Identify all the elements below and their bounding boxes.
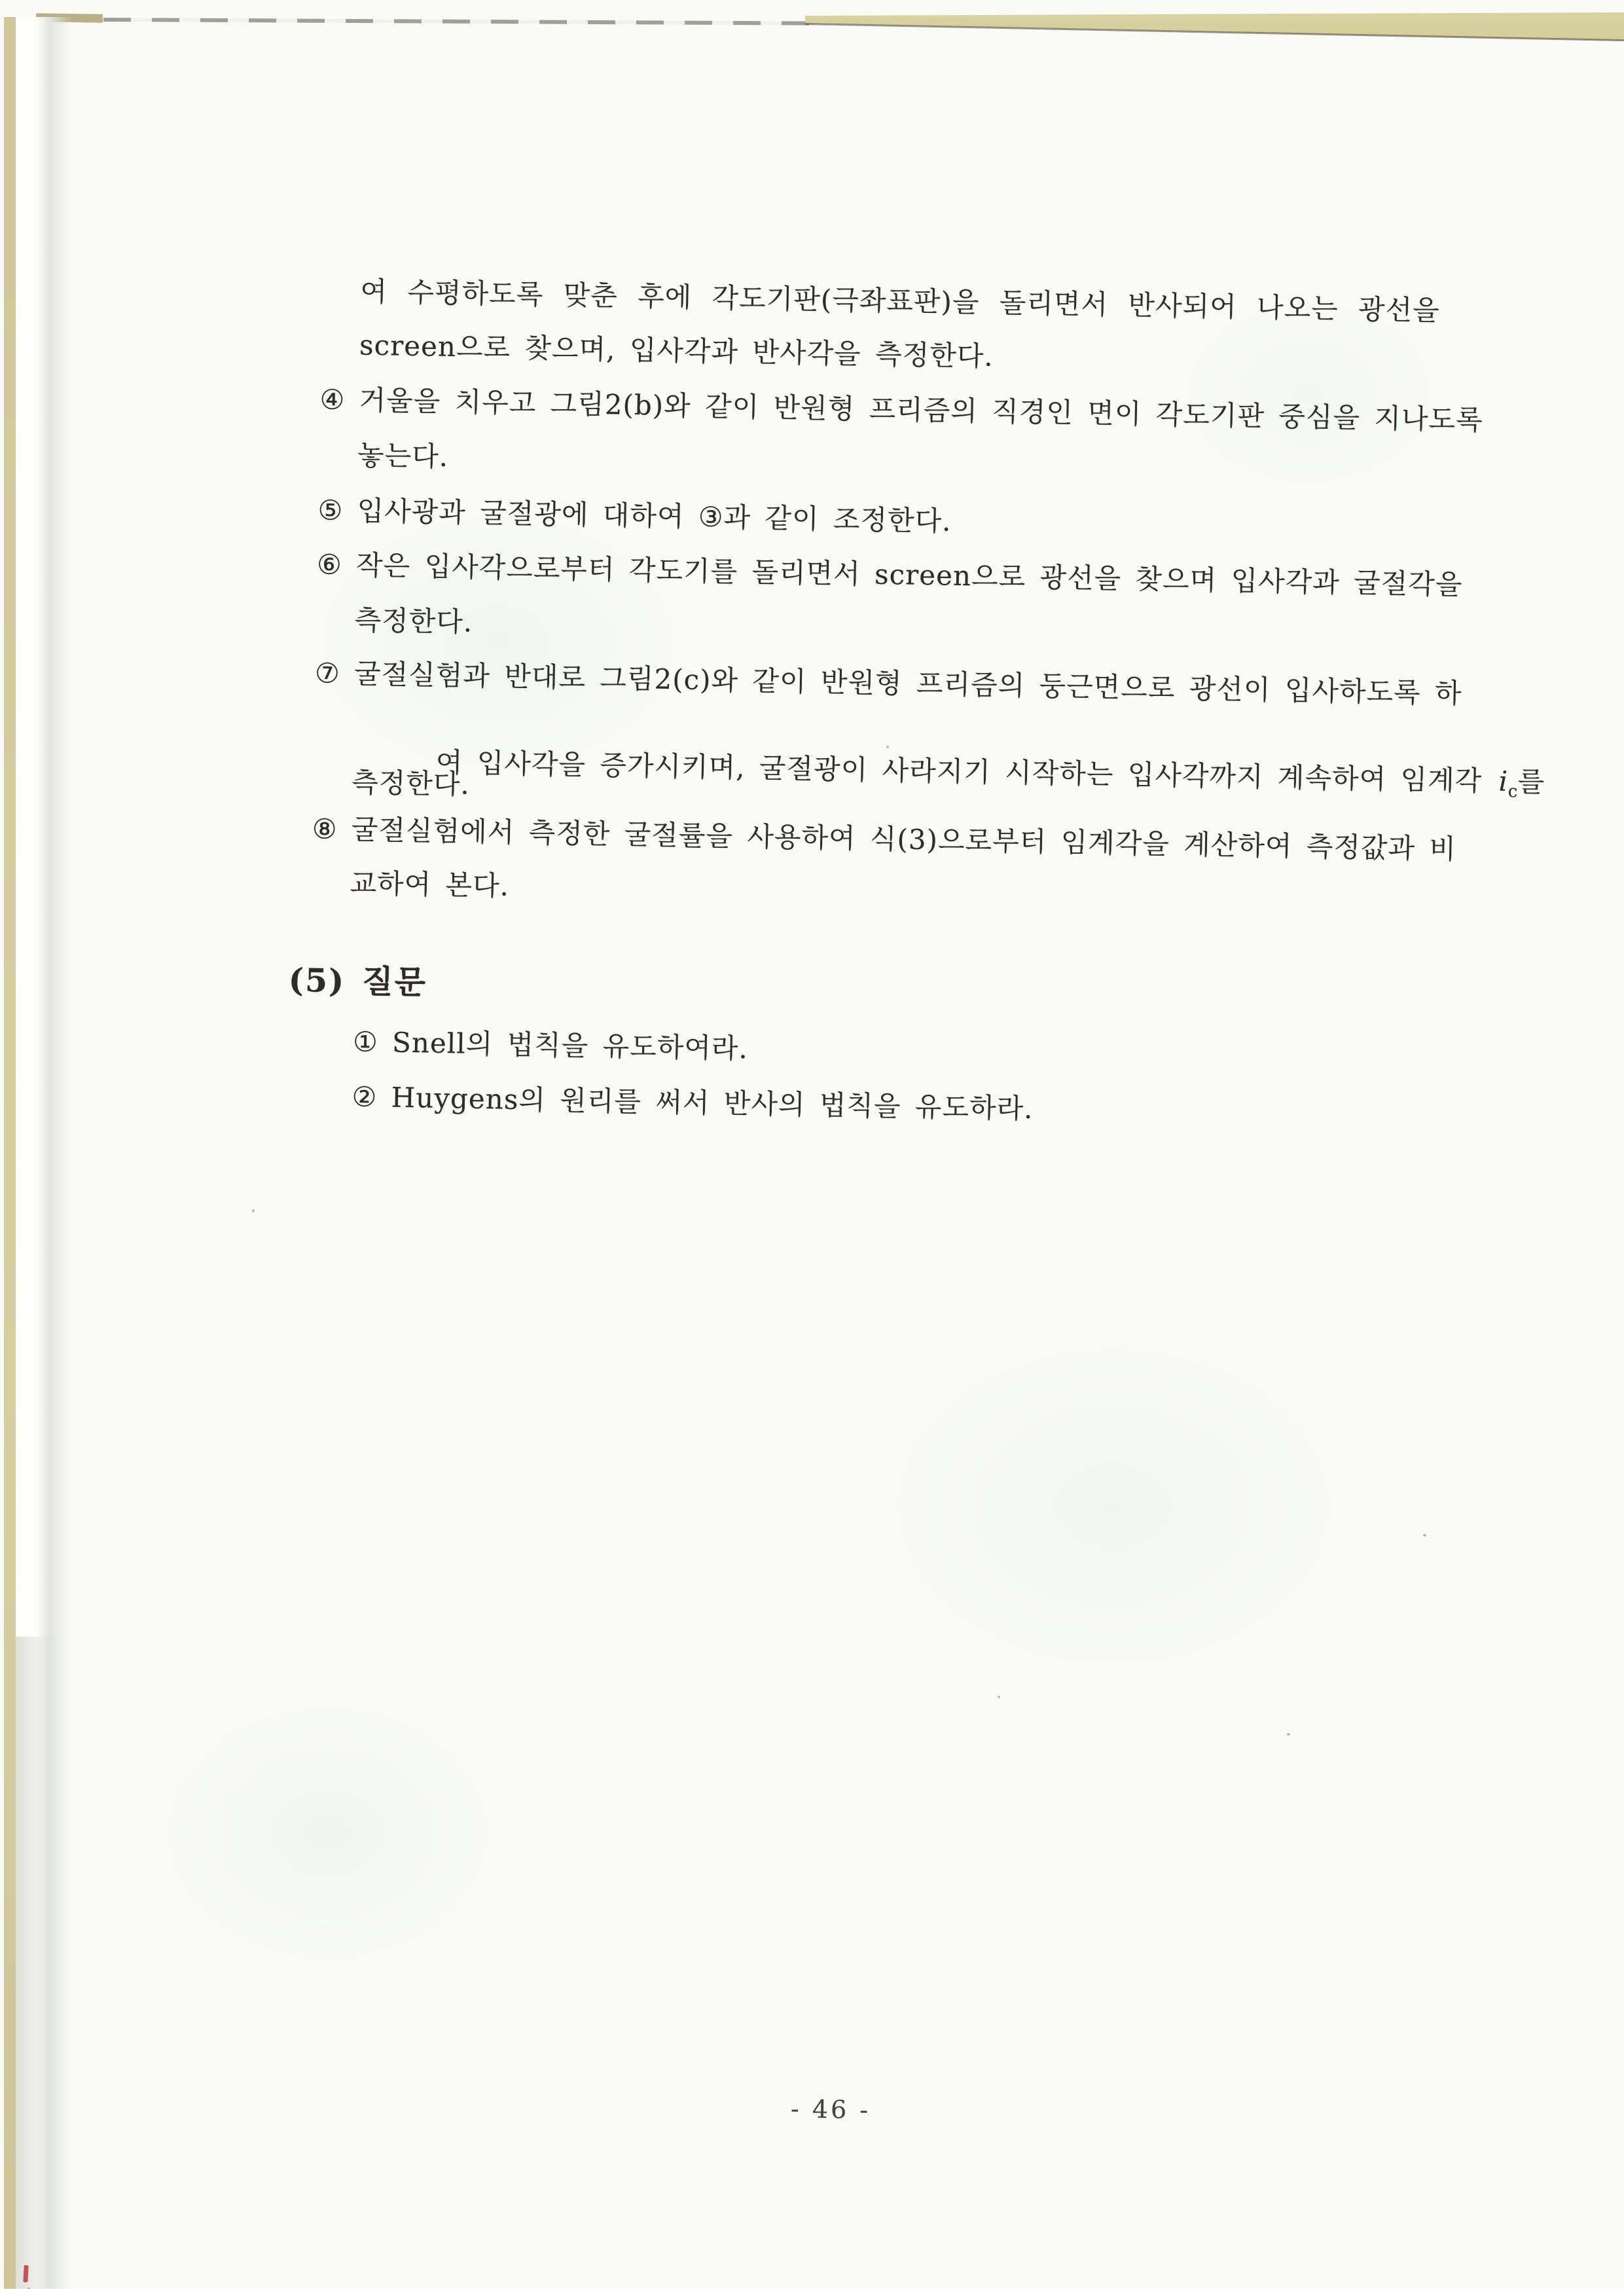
step7-line-3: 측정한다. xyxy=(351,766,471,801)
step3-continuation-line-1: 여 수평하도록 맞춘 후에 각도기판(극좌표판)을 돌리면서 반사되어 나오는 광선을 xyxy=(360,275,1441,327)
step6-line-2: 측정한다. xyxy=(354,604,473,638)
step7-line-2-text: 여 입사각을 증가시키며, 굴절광이 사라지기 시작하는 입사각까지 계속하여 임계각 xyxy=(435,746,1497,797)
section-heading: (5) 질문 xyxy=(288,960,427,1002)
step6-line-1: ⑥ 작은 입사각으로부터 각도기를 돌리면서 screen으로 광선을 찾으며 입사각과 굴절각을 xyxy=(316,548,1463,601)
critical-angle-symbol: i xyxy=(1498,765,1509,797)
step7-line-1: ⑦ 굴절실험과 반대로 그림2(c)와 같이 반원형 프리즘의 둥근면으로 광선이 입사하도록 하 xyxy=(314,657,1462,710)
step3-continuation-line-2: screen으로 찾으며, 입사각과 반사각을 측정한다. xyxy=(359,329,994,373)
critical-angle-subscript: c xyxy=(1507,781,1518,802)
step4-line-2: 놓는다. xyxy=(357,439,449,473)
question-item-1: ① Snell의 법칙을 유도하여라. xyxy=(352,1025,749,1065)
step4-line-1: ④ 거울을 치우고 그림2(b)와 같이 반원형 프리즘의 직경인 면이 각도기판 중심을 지나도록 xyxy=(319,383,1484,437)
step8-line-1: ⑧ 굴절실험에서 측정한 굴절률을 사용하여 식(3)으로부터 임계각을 계산하여 측정값과 비 xyxy=(312,812,1457,866)
step5-line: ⑤ 입사광과 굴절광에 대하여 ③과 같이 조정한다. xyxy=(317,494,952,538)
step7-line-2-tail: 를 xyxy=(1517,765,1545,798)
page-number: - 46 - xyxy=(790,2094,871,2124)
step8-line-2: 교하여 본다. xyxy=(350,867,510,902)
question-item-2: ② Huygens의 원리를 써서 반사의 법칙을 유도하라. xyxy=(352,1080,1034,1125)
